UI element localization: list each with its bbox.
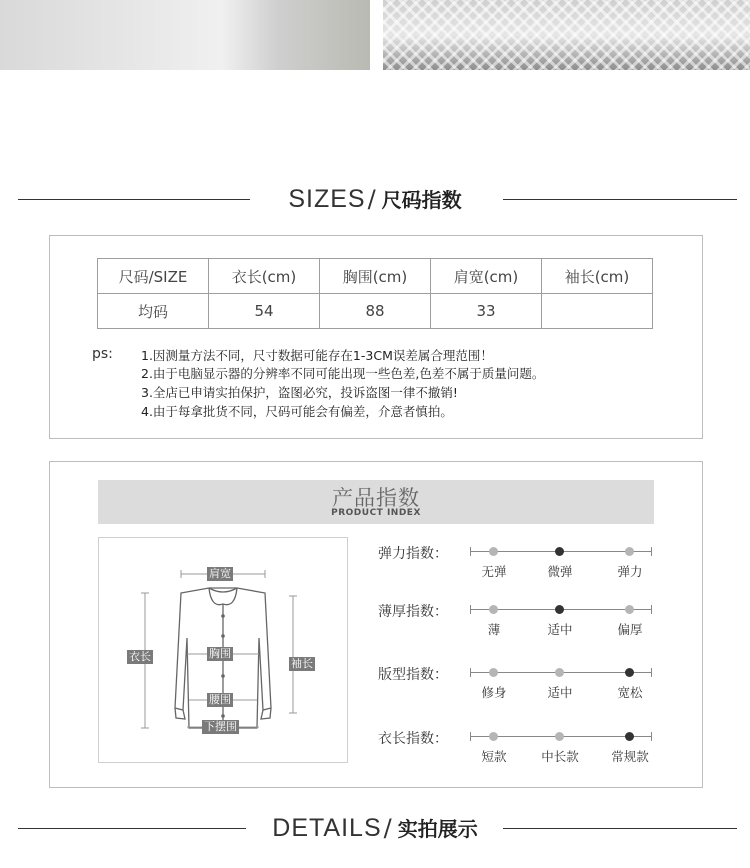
size-table (97, 258, 653, 329)
scale-dot (489, 732, 498, 741)
index-option: 无弹 (481, 564, 507, 579)
product-index-subtitle: PRODUCT INDEX (331, 508, 421, 518)
index-option: 宽松 (617, 685, 643, 700)
index-option: 常规款 (611, 749, 649, 764)
scale-tick (651, 547, 652, 556)
scale-tick (651, 605, 652, 614)
sizes-heading (0, 184, 750, 214)
diagram-label-shoulder: 肩宽 (209, 567, 231, 580)
diagram-label-length: 衣长 (129, 650, 151, 663)
scale-tick (651, 668, 652, 677)
scale-tick (470, 668, 471, 677)
scale-dot-selected (625, 732, 634, 741)
scale-dot-selected (555, 547, 564, 556)
note-3: 3.全店已申请实拍保护，盗图必究，投诉盗图一律不撤销! (141, 385, 458, 400)
size-value-length: 54 (209, 294, 320, 329)
note-2: 2.由于电脑显示器的分辨率不同可能出现一些色差,色差不属于质量问题。 (141, 366, 545, 381)
index-option: 弹力 (617, 564, 643, 579)
index-option: 适中 (547, 685, 573, 700)
scale-tick (651, 732, 652, 741)
product-photo-left (0, 0, 370, 70)
index-row-label-length: 衣长指数： (378, 731, 448, 747)
note-4: 4.由于每拿批货不同，尺码可能会有偏差，介意者慎拍。 (141, 404, 453, 419)
scale-dot (625, 547, 634, 556)
sizes-heading-en: SIZES (288, 185, 366, 213)
index-row-label-elasticity: 弹力指数： (378, 546, 448, 562)
scale-dot (489, 547, 498, 556)
size-value-chest: 88 (320, 294, 431, 329)
size-value-shoulder: 33 (431, 294, 542, 329)
size-header-length: 衣长(cm) (209, 259, 320, 294)
size-header-size: 尺码/SIZE (98, 259, 209, 294)
size-value-sleeve (542, 294, 653, 329)
size-table-row (98, 294, 653, 329)
product-photo-right (383, 0, 750, 70)
scale-dot (625, 605, 634, 614)
scale-dot (555, 668, 564, 677)
product-index-title: 产品指数 (332, 486, 420, 510)
size-header-chest: 胸围(cm) (320, 259, 431, 294)
index-option: 薄 (487, 622, 501, 637)
index-option: 适中 (547, 622, 573, 637)
scale-dot-selected (625, 668, 634, 677)
size-value-size: 均码 (98, 294, 209, 329)
details-heading-cn: 实拍展示 (397, 817, 478, 841)
details-heading-en: DETAILS (272, 814, 382, 842)
index-option: 偏厚 (617, 622, 643, 637)
size-header-sleeve: 袖长(cm) (542, 259, 653, 294)
index-option: 中长款 (541, 749, 579, 764)
diagram-label-chest: 胸围 (209, 647, 231, 660)
size-header-shoulder: 肩宽(cm) (431, 259, 542, 294)
garment-diagram (98, 537, 348, 763)
sizes-heading-cn: 尺码指数 (381, 188, 462, 212)
scale-dot (555, 732, 564, 741)
index-row-label-thickness: 薄厚指数： (378, 604, 448, 620)
diagram-label-sleeve: 袖长 (291, 657, 313, 670)
scale-dot (489, 605, 498, 614)
note-1: 1.因测量方法不同，尺寸数据可能存在1-3CM误差属合理范围！ (141, 348, 493, 363)
notes-label: ps: (92, 346, 113, 362)
scale-tick (470, 732, 471, 741)
details-heading (0, 813, 750, 843)
scale-dot (489, 668, 498, 677)
index-option: 微弹 (547, 564, 573, 579)
index-row-label-fit: 版型指数： (378, 667, 448, 683)
diagram-label-hem: 下摆围 (204, 720, 237, 733)
index-option: 修身 (481, 685, 507, 700)
sizes-heading-slash: / (367, 185, 376, 213)
scale-tick (470, 547, 471, 556)
scale-dot-selected (555, 605, 564, 614)
details-heading-slash: / (383, 814, 392, 842)
scale-tick (470, 605, 471, 614)
size-table-header-row (98, 259, 653, 294)
diagram-label-waist: 腰围 (209, 693, 231, 706)
index-option: 短款 (481, 749, 507, 764)
